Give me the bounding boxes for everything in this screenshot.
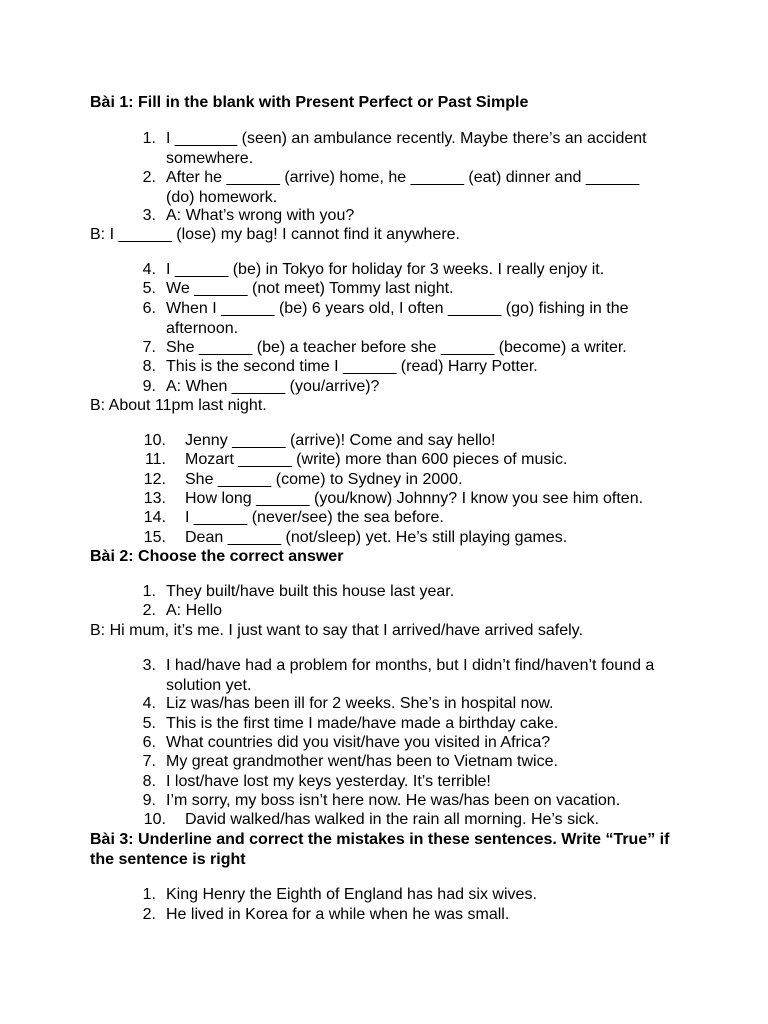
answer-line: B: Hi mum, it’s me. I just want to say that I arrived/have arrived safely. xyxy=(90,622,583,639)
answer-line: B: I ______ (lose) my bag! I cannot find it anywhere. xyxy=(90,226,460,243)
exercise-1-title: Bài 1: Fill in the blank with Present Perfect or Past Simple xyxy=(90,94,529,111)
item-text: My great grandmother went/has been to Vietnam twice. xyxy=(166,753,558,770)
item-number: 5. xyxy=(142,280,156,297)
item-text: How long ______ (you/know) Johnny? I know you see him often. xyxy=(185,490,644,507)
item-text: Jenny ______ (arrive)! Come and say hello! xyxy=(185,432,496,449)
item-number: 14. xyxy=(143,509,166,526)
answer-line: B: About 11pm last night. xyxy=(90,397,267,414)
item-number: 1. xyxy=(142,130,156,147)
item-number: 3. xyxy=(142,657,156,674)
item-number: 6. xyxy=(142,734,156,751)
item-text: This is the second time I ______ (read) Harry Potter. xyxy=(166,358,538,375)
item-number: 8. xyxy=(142,773,156,790)
item-number: 5. xyxy=(142,715,156,732)
item-text: We ______ (not meet) Tommy last night. xyxy=(166,280,454,297)
item-text: Dean ______ (not/sleep) yet. He’s still playing games. xyxy=(185,529,568,546)
item-text: I’m sorry, my boss isn’t here now. He was/has been on vacation. xyxy=(166,792,621,809)
item-number: 9. xyxy=(142,792,156,809)
item-text: What countries did you visit/have you visited in Africa? xyxy=(166,734,551,751)
item-number: 1. xyxy=(142,886,156,903)
item-number: 15. xyxy=(143,529,166,546)
item-text: A: What’s wrong with you? xyxy=(166,207,355,224)
item-text: Mozart ______ (write) more than 600 pieces of music. xyxy=(185,451,568,468)
item-text: She ______ (be) a teacher before she ______ (become) a writer. xyxy=(166,339,627,356)
item-number: 3. xyxy=(142,207,156,224)
item-text: King Henry the Eighth of England has had six wives. xyxy=(166,886,537,903)
exercise-2-title: Bài 2: Choose the correct answer xyxy=(90,548,344,565)
item-number: 7. xyxy=(142,753,156,770)
item-number: 1. xyxy=(142,583,156,600)
item-text: She ______ (come) to Sydney in 2000. xyxy=(185,471,463,488)
item-number: 2. xyxy=(142,906,156,923)
item-number: 4. xyxy=(142,261,156,278)
item-text: This is the first time I made/have made a birthday cake. xyxy=(166,715,559,732)
item-text: After he ______ (arrive) home, he ______ (eat) dinner and ______ (do) homework. xyxy=(166,169,640,206)
item-text: They built/have built this house last year. xyxy=(166,583,455,600)
item-text: I ______ (never/see) the sea before. xyxy=(185,509,444,526)
item-number: 10. xyxy=(143,811,166,828)
item-text: I lost/have lost my keys yesterday. It’s terrible! xyxy=(166,773,491,790)
item-number: 11. xyxy=(144,451,166,468)
item-text: David walked/has walked in the rain all morning. He’s sick. xyxy=(185,811,600,828)
item-text: When I ______ (be) 6 years old, I often ______ (go) fishing in the afternoon. xyxy=(166,300,629,337)
item-text: A: When ______ (you/arrive)? xyxy=(166,378,380,395)
item-text: A: Hello xyxy=(166,602,223,619)
exercise-3-title: Bài 3: Underline and correct the mistakes in these sentences. Write “True” if the sentence is right xyxy=(90,831,670,868)
item-number: 2. xyxy=(142,602,156,619)
item-number: 9. xyxy=(142,378,156,395)
item-number: 13. xyxy=(143,490,166,507)
item-number: 8. xyxy=(142,358,156,375)
item-number: 4. xyxy=(142,695,156,712)
item-number: 10. xyxy=(143,432,166,449)
item-number: 6. xyxy=(142,300,156,317)
item-text: He lived in Korea for a while when he was small. xyxy=(166,906,510,923)
item-number: 12. xyxy=(143,471,166,488)
item-number: 2. xyxy=(142,169,156,186)
item-number: 7. xyxy=(142,339,156,356)
item-text: I ______ (be) in Tokyo for holiday for 3 weeks. I really enjoy it. xyxy=(166,261,605,278)
item-text: I had/have had a problem for months, but I didn’t find/haven’t found a solution yet. xyxy=(166,657,655,694)
item-text: Liz was/has been ill for 2 weeks. She’s in hospital now. xyxy=(166,695,554,712)
item-text: I _______ (seen) an ambulance recently. Maybe there’s an accident somewhere. xyxy=(166,130,647,167)
